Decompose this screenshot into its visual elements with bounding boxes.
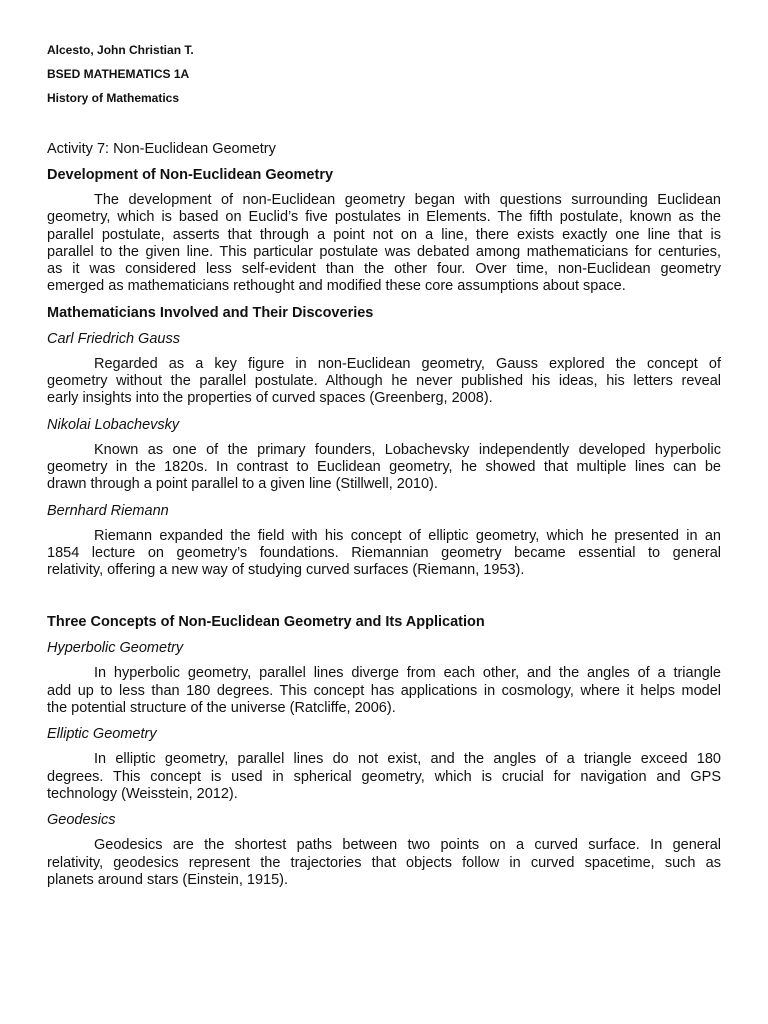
subsection-heading: Bernhard Riemann	[47, 502, 169, 519]
paragraph-line: planets around stars (Einstein, 1915).	[47, 871, 288, 888]
subject-label: History of Mathematics	[47, 91, 180, 105]
paragraph-line: Geodesics are the shortest paths between two points on a curved surface. In general	[94, 837, 721, 854]
paragraph-line: Known as one of the primary founders, Lobachevsky independently developed hyperbolic	[94, 441, 721, 458]
paragraph-line: geometry in the 1820s. In contrast to Euclidean geometry, he showed that multiple lines can be	[47, 458, 721, 475]
paragraph	[47, 528, 721, 580]
paragraph-line: relativity, geodesics represent the trajectories that objects follow in curved spacetime, such as	[47, 854, 721, 871]
paragraph-line: parallel postulate, asserts that through a point not on a line, there exists exactly one line that is	[47, 226, 721, 243]
paragraph	[47, 665, 721, 717]
paragraph-line: drawn through a point parallel to a given line (Stillwell, 2010).	[47, 476, 438, 493]
paragraph	[47, 751, 721, 803]
paragraph-line: degrees. This concept is used in spherical geometry, which is crucial for navigation and GPS	[47, 768, 721, 785]
paragraph	[47, 356, 721, 408]
paragraph-line: Regarded as a key figure in non-Euclidean geometry, Gauss explored the concept of	[94, 355, 721, 372]
subsection-heading: Nikolai Lobachevsky	[47, 416, 180, 433]
paragraph-line: Riemann expanded the field with his concept of elliptic geometry, which he presented in an	[94, 527, 721, 544]
section-heading: Mathematicians Involved and Their Discoveries	[47, 304, 374, 321]
paragraph-line: as it was considered less self-evident than the other four. Over time, non-Euclidean geometry	[47, 261, 721, 278]
paragraph-line: In elliptic geometry, parallel lines do not exist, and the angles of a triangle exceed 180	[94, 751, 721, 768]
paragraph-line: In hyperbolic geometry, parallel lines diverge from each other, and the angles of a triangle	[94, 665, 721, 682]
subsection-heading: Geodesics	[47, 812, 116, 829]
paragraph	[47, 192, 721, 296]
subsection-heading: Hyperbolic Geometry	[47, 640, 184, 657]
subsection-heading: Carl Friedrich Gauss	[47, 330, 180, 347]
paragraph-line: geometry, which is based on Euclid’s five postulates in Elements. The fifth postulate, known as the	[47, 209, 721, 226]
paragraph-line: technology (Weisstein, 2012).	[47, 785, 238, 802]
paragraph	[47, 442, 721, 494]
paragraph	[47, 837, 721, 889]
student-name: Alcesto, John Christian T.	[47, 43, 194, 57]
document-body	[47, 140, 721, 889]
section-heading: Three Concepts of Non-Euclidean Geometry and Its Application	[47, 614, 485, 631]
subsection-heading: Elliptic Geometry	[47, 726, 157, 743]
paragraph-line: parallel to the given line. This particular postulate was debated among mathematicians for centuries,	[47, 243, 721, 260]
section-heading: Development of Non-Euclidean Geometry	[47, 167, 334, 183]
paragraph-line: 1854 lecture on geometry’s foundations. Riemannian geometry became essential to general	[47, 544, 721, 561]
course-label: BSED MATHEMATICS 1A	[47, 67, 190, 81]
paragraph-line: The development of non-Euclidean geometry began with questions surrounding Euclidean	[94, 192, 721, 208]
paragraph-line: emerged as mathematicians rethought and modified these core assumptions about space.	[47, 278, 626, 295]
paragraph-line: add up to less than 180 degrees. This concept has applications in cosmology, where it helps model	[47, 682, 721, 699]
activity-title: Activity 7: Non-Euclidean Geometry	[47, 141, 276, 157]
paragraph-line: geometry without the parallel postulate. Although he never published his ideas, his letters reveal	[47, 373, 721, 390]
paragraph-line: relativity, offering a new way of studying curved surfaces (Riemann, 1953).	[47, 562, 525, 579]
paragraph-line: the potential structure of the universe (Ratcliffe, 2006).	[47, 700, 396, 717]
paragraph-line: early insights into the properties of curved spaces (Greenberg, 2008).	[47, 390, 493, 407]
